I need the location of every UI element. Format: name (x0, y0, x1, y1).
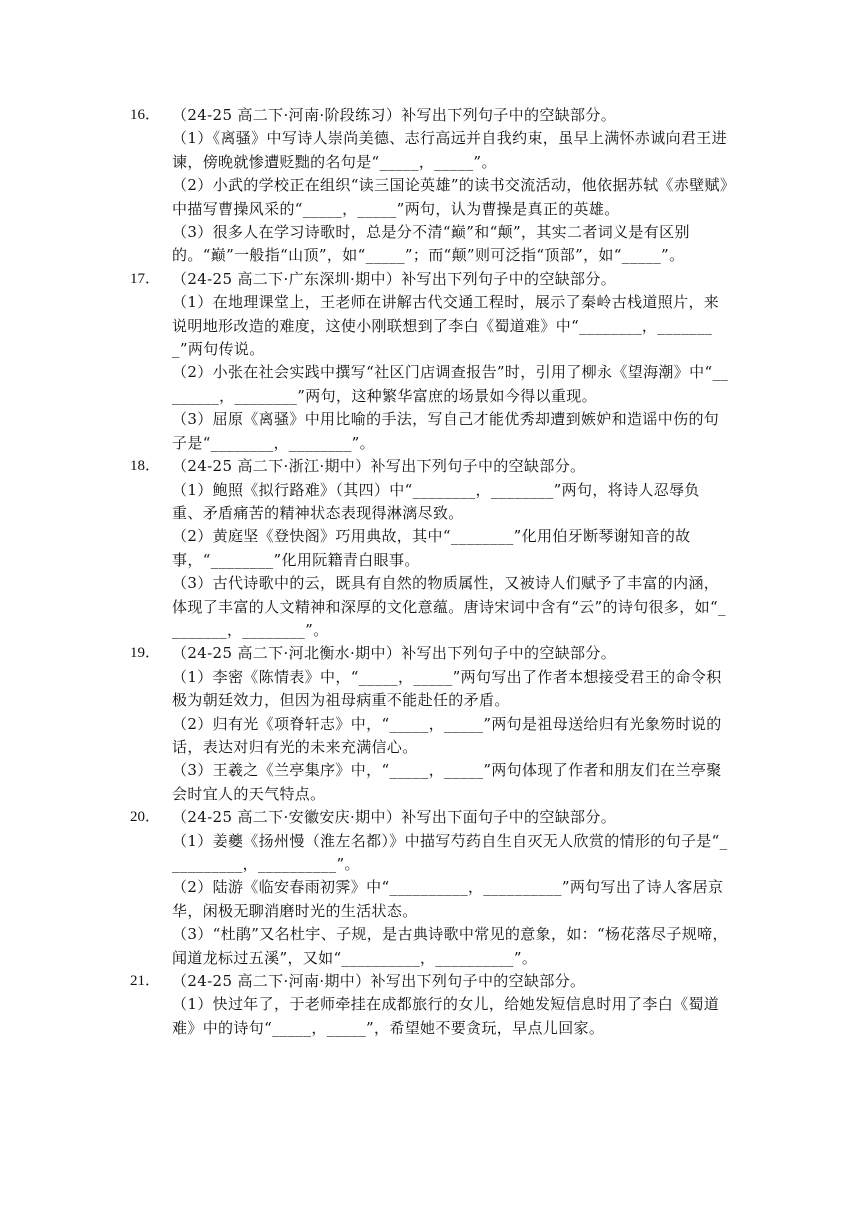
document-body (130, 104, 730, 1040)
question-number: 20． (130, 809, 161, 826)
sub-question: （1）在地理课堂上，王老师在讲解古代交通工程时，展示了秦岭古栈道照片，来说明地形改造的难度，这使小刚联想到了李白《蜀道难》中“________，________”两句传说。 (172, 293, 720, 359)
sub-question: （1）姜夔《扬州慢（淮左名都）》中描写芍药自生自灭无人欣赏的情形的句子是“__________，__________”。 (172, 831, 728, 873)
sub-question: （1）鲍照《拟行路难》（其四）中“________，________”两句，将诗人忍辱负重、矛盾痛苦的精神状态表现得淋漓尽致。 (172, 480, 700, 522)
question-number: 19． (130, 645, 161, 662)
question-18 (130, 455, 730, 642)
question-number: 16． (130, 107, 161, 123)
sub-question: （2）小武的学校正在组织“读三国论英雄”的读书交流活动，他依据苏轼《赤壁赋》中描写曹操风采的“_____，_____”两句，认为曹操是真正的英雄。 (172, 176, 728, 218)
sub-question: （2）归有光《项脊轩志》中，“_____，_____”两句是祖母送给归有光象笏时说的话，表达对归有光的未来充满信心。 (172, 714, 722, 756)
question-number: 17． (130, 270, 161, 287)
sub-question: （3）屈原《离骚》中用比喻的手法，写自己才能优秀却遭到嫉妒和造谣中伤的句子是“________，________”。 (172, 410, 720, 452)
sub-question: （2）陆游《临安春雨初霁》中“__________，__________”两句写出了诗人客居京华，闲极无聊消磨时光的生活状态。 (172, 878, 724, 920)
question-16 (130, 104, 730, 268)
question-21 (130, 970, 730, 1040)
question-17 (130, 268, 730, 455)
sub-question: （3）很多人在学习诗歌时，总是分不清“巅”和“颠”，其实二者词义是有区别的。“巅”一般指“山顶”，如“_____”；而“颠”则可泛指“顶部”，如“_____”。 (172, 223, 690, 265)
sub-question: （3）王羲之《兰亭集序》中，“_____，_____”两句体现了作者和朋友们在兰亭聚会时宜人的天气特点。 (172, 761, 722, 803)
sub-question: （2）黄庭坚《登快阁》巧用典故，其中“________”化用伯牙断琴谢知音的故事，“________”化用阮籍青白眼事。 (172, 527, 691, 569)
question-header: （24-25 高二下·广东深圳·期中）补写出下列句子中的空缺部分。 (172, 269, 617, 288)
sub-question: （1）李密《陈情表》中，“_____，_____”两句写出了作者本想接受君王的命令积极为朝廷效力，但因为祖母病重不能赴任的矛盾。 (172, 667, 722, 710)
question-number: 18． (130, 458, 161, 475)
question-header: （24-25 高二下·安徽安庆·期中）补写出下面句子中的空缺部分。 (172, 808, 617, 827)
question-number: 21． (130, 973, 161, 990)
question-19 (130, 642, 730, 806)
question-header: （24-25 高二下·河南·期中）补写出下列句子中的空缺部分。 (172, 972, 586, 991)
sub-question: （3）“杜鹃”又名杜宇、子规，是古典诗歌中常见的意象，如：“杨花落尽子规啼，闻道龙标过五溪”，又如“__________，__________”。 (172, 925, 728, 967)
question-header: （24-25 高二下·河南·阶段练习）补写出下列句子中的空缺部分。 (172, 106, 617, 124)
sub-question: （1）快过年了，于老师牵挂在成都旅行的女儿，给她发短信息时用了李白《蜀道难》中的诗句“_____，_____”，希望她不要贪玩，早点儿回家。 (172, 995, 720, 1037)
question-header: （24-25 高二下·浙江·期中）补写出下列句子中的空缺部分。 (172, 457, 586, 476)
sub-question: （2）小张在社会实践中撰写“社区门店调查报告”时，引用了柳永《望海潮》中“________，________”两句，这种繁华富庶的场景如今得以重现。 (172, 363, 729, 405)
sub-question: （3）古代诗歌中的云，既具有自然的物质属性，又被诗人们赋予了丰富的内涵，体现了丰富的人文精神和深厚的文化意蕴。唐诗宋词中含有“云”的诗句很多，如“________，________”。 (172, 574, 726, 639)
question-header: （24-25 高二下·河北衡水·期中）补写出下列句子中的空缺部分。 (172, 644, 617, 663)
sub-question: （1）《离骚》中写诗人崇尚美德、志行高远并自我约束，虽早上满怀赤诚向君王进谏，傍晚就惨遭贬黜的名句是“_____，_____”。 (172, 129, 727, 171)
question-20 (130, 806, 730, 970)
